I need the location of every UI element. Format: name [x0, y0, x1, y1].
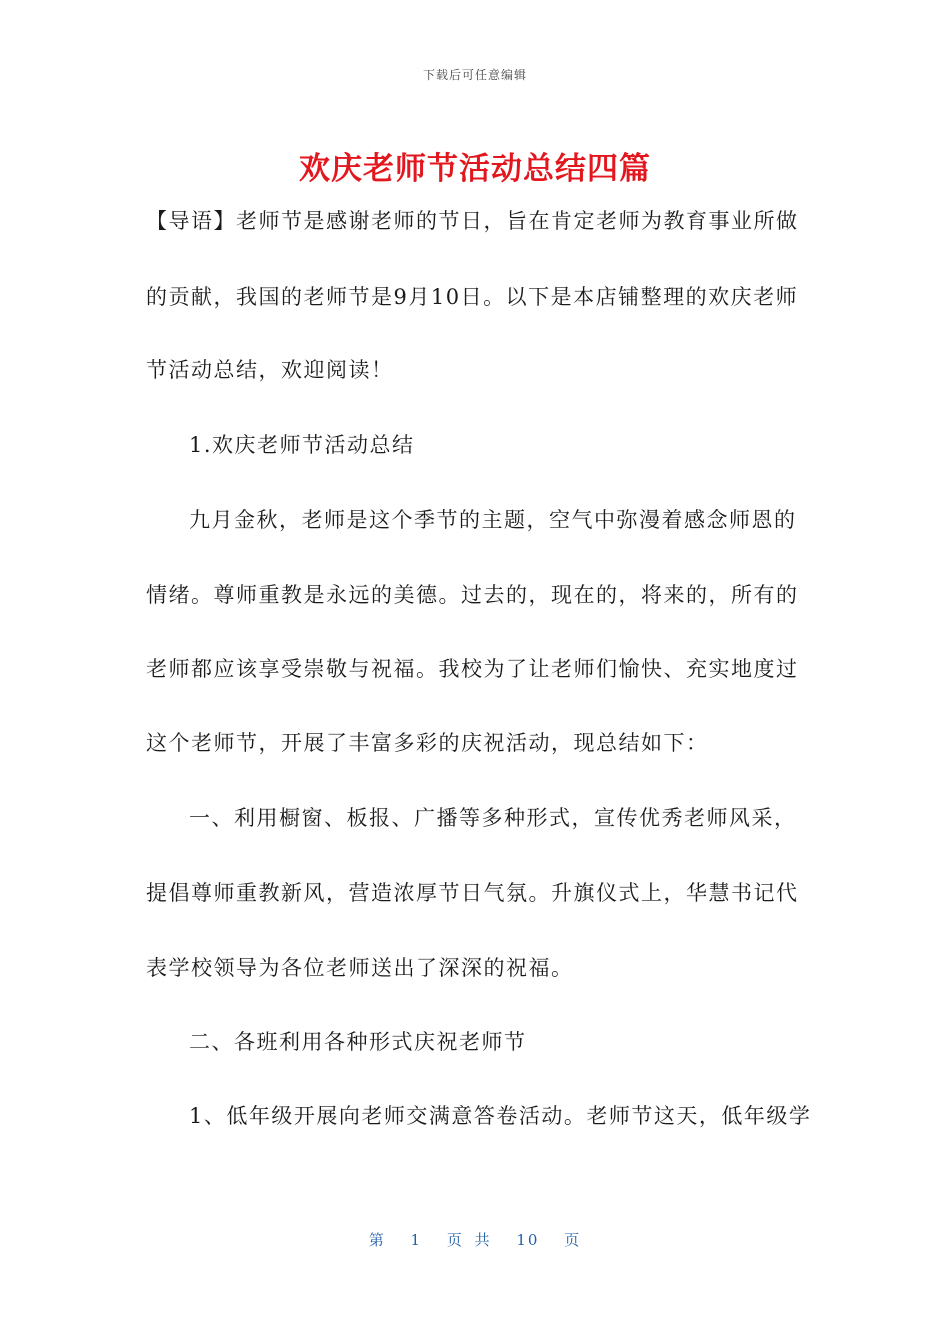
- document-title: 欢庆老师节活动总结四篇: [299, 151, 651, 187]
- page-footer: [0, 1229, 950, 1250]
- total-pages: 10: [516, 1231, 540, 1249]
- body-line: 表学校领导为各位老师送出了深深的祝福。: [146, 956, 574, 980]
- footer-middle: 页 共: [446, 1231, 492, 1249]
- body-line: 【导语】老师节是感谢老师的节日，旨在肯定老师为教育事业所做: [146, 209, 799, 233]
- body-line: 老师都应该享受崇敬与祝福。我校为了让老师们愉快、充实地度过: [146, 657, 799, 681]
- footer-suffix: 页: [564, 1231, 582, 1249]
- body-line: 一、利用橱窗、板报、广播等多种形式，宣传优秀老师风采，: [189, 806, 797, 830]
- section-heading: 1.欢庆老师节活动总结: [189, 433, 415, 457]
- body-line: 九月金秋，老师是这个季节的主题，空气中弥漫着感念师恩的: [189, 508, 797, 532]
- footer-prefix: 第: [368, 1231, 386, 1249]
- body-line: 这个老师节，开展了丰富多彩的庆祝活动，现总结如下：: [146, 731, 709, 755]
- body-line: 情绪。尊师重教是永远的美德。过去的，现在的，将来的，所有的: [146, 583, 799, 607]
- body-line: 提倡尊师重教新风，营造浓厚节日气氛。升旗仪式上，华慧书记代: [146, 881, 799, 905]
- header-note: 下载后可任意编辑: [422, 68, 527, 82]
- body-line: 1、低年级开展向老师交满意答卷活动。老师节这天，低年级学: [189, 1104, 812, 1128]
- body-line: 节活动总结，欢迎阅读！: [146, 358, 394, 382]
- subsection-heading: 二、各班利用各种形式庆祝老师节: [189, 1030, 527, 1054]
- page-number: 1: [410, 1231, 423, 1249]
- body-line: 的贡献，我国的老师节是9月10日。以下是本店铺整理的欢庆老师: [146, 285, 799, 309]
